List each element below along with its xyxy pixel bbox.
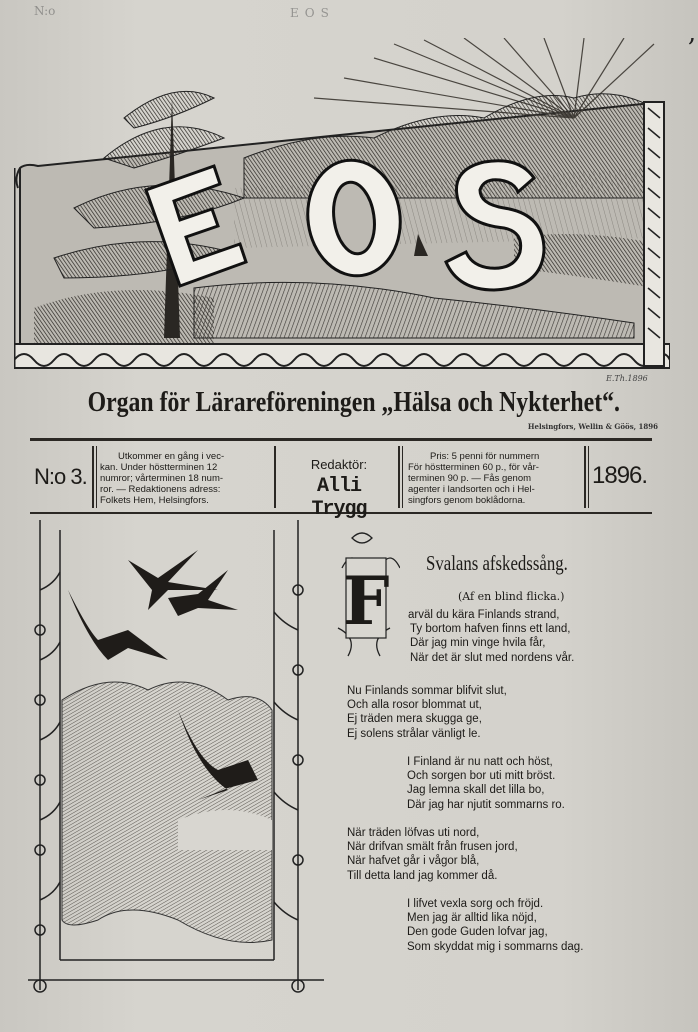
infobar-divider	[274, 446, 276, 508]
publisher-line: Helsingfors, Wellin & Göös, 1896	[527, 422, 658, 431]
infobar-divider	[584, 446, 586, 508]
poem-line: Jag lemna skall det lilla bo,	[407, 784, 545, 797]
poem-line: Och sorgen bor uti mitt bröst.	[407, 770, 556, 783]
masthead-engraving	[14, 38, 670, 372]
poem-line: Ej träden mera skugga ge,	[347, 713, 482, 726]
issue-year: 1896.	[592, 462, 648, 489]
drop-cap-letter: F	[342, 562, 390, 640]
poem-line: Nu Finlands sommar blifvit slut,	[347, 685, 507, 697]
swallows-engraving	[28, 520, 324, 1000]
poem-line: Som skyddat mig i sommarns dag.	[407, 940, 584, 953]
frequency-line: Utkommer en gång i vec-	[118, 451, 225, 462]
price-line: För höstterminen 60 p., för vår-	[408, 462, 539, 473]
frequency-line: kan. Under höstterminen 12	[100, 462, 218, 473]
poem-line: När träden löfvas uti nord,	[347, 827, 480, 839]
infobar-divider	[398, 446, 400, 508]
infobar-divider	[92, 446, 94, 508]
poem-line: När drifvan smält från frusen jord,	[347, 841, 518, 854]
organ-title: Organ för Lärareföreningen „Hälsa och Nykterhet“.	[87, 386, 620, 418]
poem-line: Och alla rosor blommat ut,	[347, 699, 482, 712]
poem-line: När hafvet går i vågor blå,	[347, 855, 480, 868]
poem-line: I Finland är nu natt och höst,	[407, 756, 553, 768]
poem-stanza-2	[347, 684, 507, 741]
running-head: EOS	[290, 6, 335, 20]
infobar-divider	[588, 446, 589, 508]
poem-line: arväl du kära Finlands strand,	[408, 609, 560, 621]
frequency-info	[100, 451, 270, 506]
poem-line: Men jag är alltid lika nöjd,	[407, 912, 537, 925]
frequency-line: Folkets Hem, Helsingfors.	[100, 495, 209, 506]
poem-stanza-3	[407, 755, 565, 812]
frequency-line: ror. — Redaktionens adress:	[100, 484, 221, 495]
issue-number: N:o 3.	[34, 464, 87, 489]
infobar-divider	[402, 446, 403, 508]
poem-stanza-4	[347, 826, 518, 883]
page-mark: N:o	[34, 4, 56, 18]
swallows-illustration	[28, 520, 324, 1000]
corner-mark: ‚	[687, 18, 696, 48]
price-line: terminen 90 p. — Fås genom	[408, 473, 532, 484]
illustration-credit: E.Th.1896	[606, 374, 648, 383]
poem-title: Svalans afskedssång.	[426, 551, 568, 575]
poem-line: I lifvet vexla sorg och fröjd.	[407, 898, 544, 910]
poem-stanza-1	[405, 608, 574, 665]
eos-title-letters	[146, 154, 544, 290]
infobar-divider	[96, 446, 97, 508]
editor-name: Alli Trygg	[311, 475, 367, 521]
poem-subtitle: (Af en blind flicka.)	[458, 590, 565, 603]
poem-line: Till detta land jag kommer då.	[347, 869, 498, 882]
poem-line: Den gode Guden lofvar jag,	[407, 926, 548, 939]
poem-line: Ty bortom hafven finns ett land,	[410, 623, 571, 636]
drop-cap-frame	[332, 528, 400, 658]
infobar-top-rule	[30, 438, 652, 441]
price-line: agenter i landsorten och i Hel-	[408, 484, 535, 495]
poem-line: Där jag har njutit sommarns ro.	[407, 798, 565, 811]
poem-line: När det är slut med nordens vår.	[410, 651, 575, 664]
poem-line: Ej solens strålar vänligt le.	[347, 727, 481, 740]
price-line: singfors genom boklådorna.	[408, 495, 526, 506]
price-line: Pris: 5 penni för nummern	[430, 451, 540, 462]
eos-letter-e: E	[174, 258, 175, 259]
frequency-line: numror; vårterminen 18 num-	[100, 473, 224, 484]
masthead-illustration	[14, 38, 670, 383]
poem-stanza-5	[407, 897, 583, 954]
poem-line: Där jag min vinge hvila får,	[410, 637, 546, 650]
price-info	[408, 451, 582, 506]
wave-frieze	[14, 344, 670, 368]
drop-cap-ornament	[332, 528, 400, 658]
editor-label: Redaktör:	[310, 457, 368, 472]
